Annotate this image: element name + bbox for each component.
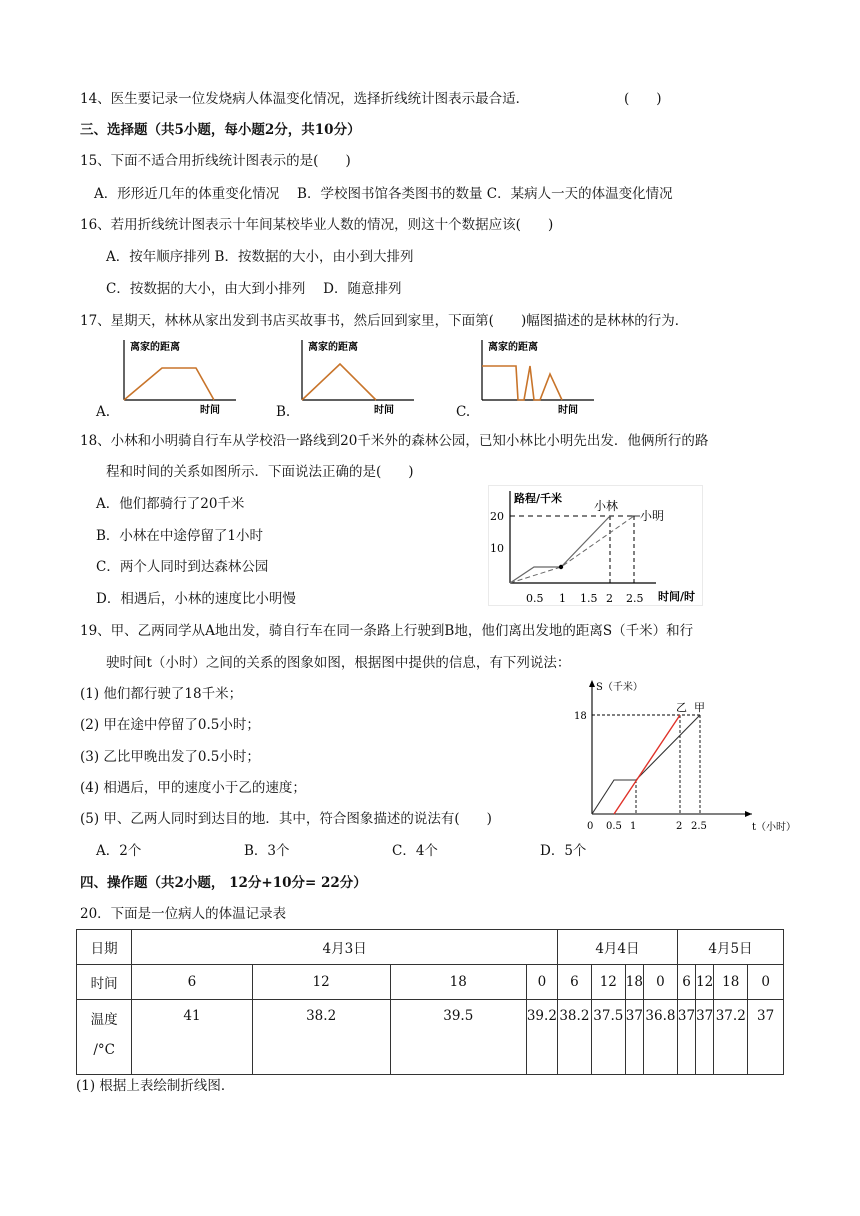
- q17-graph-b: [288, 336, 418, 418]
- q19-statement-1: (1) 他们都行驶了18千米；: [80, 686, 243, 702]
- q18-graph: [488, 485, 710, 609]
- time-row-header: 时间: [77, 965, 132, 1000]
- q17-label-b: B.: [276, 404, 291, 420]
- time-cell: 0: [526, 965, 557, 1000]
- q18-option-c: C．两个人同时到达森林公园: [96, 559, 269, 575]
- q15-text: 15、下面不适合用折线统计图表示的是( ): [80, 153, 351, 169]
- q20-part-1: (1) 根据上表绘制折线图．: [76, 1078, 235, 1094]
- q18-text-2: 程和时间的关系如图所示．下面说法正确的是( ): [106, 464, 414, 480]
- time-cell: 6: [557, 965, 591, 1000]
- q19-graph: [572, 676, 797, 836]
- q17-text: 17、星期天，林林从家出发到书店买故事书，然后回到家里，下面第( )幅图描述的是林林的行为．: [80, 313, 689, 329]
- distance-line: [482, 366, 562, 400]
- q18-option-a: A．他们都骑行了20千米: [96, 496, 245, 512]
- y-axis-arrow: [589, 680, 595, 687]
- time-cell: 18: [714, 965, 748, 1000]
- xtick-1: 1: [630, 821, 637, 832]
- q17-label-c: C.: [456, 404, 471, 420]
- q19-statement-2: (2) 甲在途中停留了0.5小时；: [80, 717, 260, 733]
- xlabel: 时间: [200, 405, 220, 416]
- ylabel: 离家的距离: [308, 342, 358, 353]
- time-cell: 12: [252, 965, 390, 1000]
- temp-cell: 37: [748, 1000, 784, 1075]
- time-cell: 12: [591, 965, 625, 1000]
- temperature-unit: /°C: [93, 1042, 115, 1058]
- section-4-heading: 四、操作题（共2小题， 12分+10分= 22分）: [80, 875, 367, 891]
- q19-statement-4: (4) 相遇后，甲的速度小于乙的速度；: [80, 780, 306, 796]
- xlabel: 时间/时: [658, 590, 696, 603]
- time-cell: 18: [390, 965, 526, 1000]
- ytick-20: 20: [490, 510, 504, 523]
- time-cell: 0: [748, 965, 784, 1000]
- ylabel: 路程/千米: [514, 492, 563, 505]
- time-cell: 6: [132, 965, 252, 1000]
- distance-line: [124, 368, 214, 400]
- meeting-point: [559, 565, 563, 569]
- section-3-heading: 三、选择题（共5小题，每小题2分，共10分）: [80, 122, 361, 138]
- q17-graph-a: [110, 336, 240, 418]
- series-label-xiaolin: 小林: [594, 499, 619, 513]
- x-axis-arrow: [745, 811, 752, 817]
- xtick-0.5: 0.5: [606, 821, 622, 832]
- xlabel: 时间: [558, 405, 578, 416]
- temp-cell: 37: [625, 1000, 643, 1075]
- xtick-0: 0: [587, 821, 594, 832]
- q20-text: 20．下面是一位病人的体温记录表: [80, 906, 287, 922]
- q17-graph-c: [468, 336, 598, 418]
- temp-cell: 38.2: [252, 1000, 390, 1075]
- ytick-10: 10: [490, 542, 504, 555]
- xtick-2: 2: [676, 821, 683, 832]
- temp-cell: 37.2: [714, 1000, 748, 1075]
- temp-cell: 38.2: [557, 1000, 591, 1075]
- series-label-jia: 甲: [694, 701, 705, 714]
- time-cell: 0: [643, 965, 677, 1000]
- xtick-2.5: 2.5: [691, 821, 707, 832]
- q19-option-b: B．3个: [244, 843, 290, 859]
- ylabel: 离家的距离: [130, 342, 180, 353]
- xlabel: t（小时）: [752, 822, 797, 833]
- xtick-0.5: 0.5: [526, 592, 544, 605]
- q19-text-1: 19、甲、乙两同学从A地出发，骑自行车在同一条路上行驶到B地，他们离出发地的距离S（千米）和行: [80, 623, 694, 639]
- date-row: [77, 930, 784, 965]
- temperature-table: [76, 929, 784, 1075]
- date-row-header: 日期: [77, 930, 132, 965]
- xtick-2.5: 2.5: [626, 592, 644, 605]
- temp-cell: 41: [132, 1000, 252, 1075]
- q19-statement-3: (3) 乙比甲晚出发了0.5小时；: [80, 749, 260, 765]
- q19-option-a: A．2个: [96, 843, 142, 859]
- ytick-18: 18: [574, 711, 587, 722]
- date-cell-apr4: 4月4日: [557, 930, 677, 965]
- xtick-1.5: 1.5: [580, 592, 598, 605]
- temp-cell: 37: [677, 1000, 695, 1075]
- time-cell: 6: [677, 965, 695, 1000]
- q14-text: 14、医生要记录一位发烧病人体温变化情况，选择折线统计图表示最合适．: [80, 91, 530, 107]
- temperature-row-header: [77, 1000, 132, 1075]
- date-cell-apr3: 4月3日: [132, 930, 558, 965]
- xtick-2: 2: [606, 592, 613, 605]
- q16-text: 16、若用折线统计图表示十年间某校毕业人数的情况，则这十个数据应该( ): [80, 217, 554, 233]
- time-row: [77, 965, 784, 1000]
- distance-line: [302, 364, 376, 400]
- temp-cell: 37.5: [591, 1000, 625, 1075]
- q19-text-2: 驶时间t（小时）之间的关系的图象如图，根据图中提供的信息，有下列说法：: [106, 655, 571, 671]
- q19-option-d: D．5个: [540, 843, 587, 859]
- jia-line: [592, 715, 700, 814]
- q19-statement-5: (5) 甲、乙两人同时到达目的地．其中，符合图象描述的说法有( ): [80, 811, 492, 827]
- q18-text-1: 18、小林和小明骑自行车从学校沿一路线到20千米外的森林公园，已知小林比小明先出发．他俩所行的路: [80, 433, 709, 449]
- q19-option-c: C．4个: [392, 843, 438, 859]
- xtick-1: 1: [559, 592, 566, 605]
- temperature-row: [77, 1000, 784, 1075]
- q15-options: A．形形近几年的体重变化情况 B．学校图书馆各类图书的数量 C．某病人一天的体温变化情况: [94, 186, 673, 202]
- q16-options-ab: A．按年顺序排列 B．按数据的大小，由小到大排列: [106, 249, 414, 265]
- time-cell: 12: [696, 965, 714, 1000]
- xlabel: 时间: [374, 405, 394, 416]
- series-label-yi: 乙: [676, 701, 687, 714]
- q18-option-d: D．相遇后，小林的速度比小明慢: [96, 591, 296, 607]
- time-cell: 18: [625, 965, 643, 1000]
- temp-cell: 39.2: [526, 1000, 557, 1075]
- temp-cell: 36.8: [643, 1000, 677, 1075]
- q16-options-cd: C．按数据的大小，由大到小排列 D．随意排列: [106, 281, 402, 297]
- ylabel: 离家的距离: [488, 342, 538, 353]
- ylabel: S（千米）: [596, 682, 643, 693]
- temp-cell: 39.5: [390, 1000, 526, 1075]
- q14-answer-blank[interactable]: ( ): [624, 91, 662, 107]
- q18-option-b: B．小林在中途停留了1小时: [96, 528, 264, 544]
- temp-cell: 37: [696, 1000, 714, 1075]
- temperature-label: 温度: [90, 1012, 118, 1028]
- yi-line: [614, 715, 680, 814]
- series-label-xiaoming: 小明: [640, 509, 665, 523]
- q17-label-a: A.: [96, 404, 111, 420]
- date-cell-apr5: 4月5日: [677, 930, 783, 965]
